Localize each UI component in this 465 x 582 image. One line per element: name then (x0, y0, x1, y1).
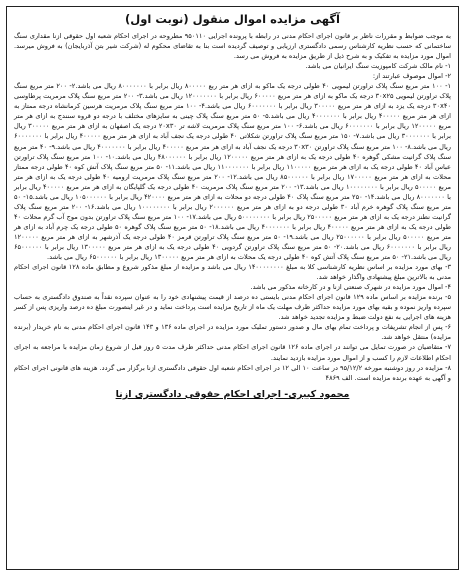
intro-paragraph: به موجب ضوابط و مقررات ناظر بر قانون اجرای احکام مدنی در رابطه با پرونده اجرایی ۹۵۰۱۱۰ مطروحه در اجرای احکام شعبه اول حقوقی ازنا مقداری سنگ ساختمانی که حسب نظریه کارشناس رسمی دادگستری ارزیابی و توصیف گردیده است بنا به تقاضای محکوم له (شرکت شیر بتن آذربایجان) به فروش میرسد. اموال مورد مزایده به تفکیک و به شرح ذیل از طریق مزایده به فروش می رسد. (14, 32, 451, 61)
auction-notice (6, 6, 459, 570)
owner-line: ۱- نام مالک شرکت کامپوزیت سنگ ایرانیان می باشد. (305, 62, 451, 71)
notice-body (14, 31, 451, 383)
clause-7: ۷- متقاضیان در صورت تمایل می توانند در اجرای ماده ۱۲۶ قانون اجرای احکام مدنی حداکثر ظرف مدت ۵ روز قبل از شروع زمان مزایده با مراجعه به اجرای احکام اطلاعات لازم را کسب و از اموال مورد مزایده بازدید نمایند. (14, 343, 451, 362)
items-heading: ۲- اموال موصوف عبارتند از: (372, 72, 451, 81)
clause-8: ۸- مزایده در روز دوشنبه مورخه ۹۵/۱۲/۲ در ساعت ۱۰ الی ۱۲ در اجرای احکام شعبه اول حقوقی دادگستری ازنا برگزار می گردد. هزینه های قانونی اجرای احکام و آگهی به عهده برنده مزایده است. الف ۴۸۶۹ (14, 363, 451, 382)
clause-3: ۳- بهای مورد مزایده بر اساس نظریه کارشناسی کلا به مبلغ ۱۴۰۰۰۰۰۰۰۰ ریال می باشد و مزایده از مبلغ مذکور شروع و مطابق ماده ۱۲۸ قانون اجرای احکام مدنی به بالاترین مبلغ پیشنهادی واگذار خواهد شد. (14, 263, 452, 282)
notice-title: آگهی مزایده اموال منقول (نوبت اول) (125, 12, 340, 26)
clause-5: ۵- برنده مزایده بر اساس ماده ۱۲۹ قانون اجرای احکام مدنی بایستی ده درصد از قیمت پیشنهادی خود را به عنوان سپرده نقداً به صندوق دادگستری به حساب سپرده واریز نموده و بقیه بهای مورد مزایده حداکثر ظرف مهلت یک ماه از تاریخ مزایده است پرداخت نماید و در غیر اینصورت مبلغ ده درصد واریزی پس از کسر هزینه های اجرایی به نفع دولت ضبط و مزایده تجدید خواهد شد. (14, 293, 451, 322)
clause-4: ۴- اموال مورد مزایده در شهرک صنعتی ازنا و در کارخانه مذکور می باشد. (250, 283, 451, 292)
items-list: ۱- ۱۰۰ متر مربع سنگ پلاک تراورتن لیمویی ۴۰ طولی درجه یک ماکو به ازای هر متر ربع ۸۰۰۰۰۰ ریال برابر با ۸۰۰۰۰۰۰۰ ریال می باشد.۲- ۲۰۰ متر مربع سنگ پلاک تراورتن لیمویی ۳۰x۲۵ درجه یک ماکو به ازای هر متر مربع ۶۰۰۰۰۰ ریال برابر با ۱۲۰۰۰۰۰۰۰ ریال می باشد.۳- ۲۰۰ متر مربع سنگ پلاک مرمریت پرطاوسی ۳۰x۴۰ درجه یک یزد به ازای هر متر مربع ۳۰۰۰۰۰ ریال برابر با ۶۰۰۰۰۰۰۰ ریال می باشد.۴- ۱۰۰ متر مربع سنگ پلاک مرمریت هرسین کرمانشاه درجه ممتاز به ازای هر متر مربع ۴۰۰۰۰۰ ریال برابر با ۴۰۰۰۰۰۰۰ ریال می باشد.۵- ۵۰ متر مربع سنگ پلاک چینی به سایزهای مختلف با درجه دو قروه سنندج به ازای هر متر مربع ۱۲۰۰۰۰۰ ریال برابر با ۶۰۰۰۰۰۰۰ ریال می باشد.۶- ۱۰۰ متر مربع سنگ پلاک مرمریت لاشه تر ۲۰x۳۰ درجه یک اصفهان به ازای هر متر مربع ۳۰۰۰۰۰ ریال برابر با ۳۰۰۰۰۰۰۰ ریال می باشد.۷- ۱۵۰ متر مربع سنگ پلاک تراورتن شکلاتی ۴۰ طولی درجه یک نجف آباد به ازای هر متر مربع ۴۰۰۰۰۰ ریال برابر با ۶۰۰۰۰۰۰۰ ریال می باشد.۸- ۱۰۰ متر مربع سنگ پلاک تراورتن ۳۰x۳۰ درجه یک نجف آباد به ازای هر متر مربع ۴۰۰۰۰۰ ریال برابر با ۴۰۰۰۰۰۰۰ ریال می باشد.۹- ۴۰ متر مربع سنگ پلاک گرانیت مشکی گوهره ۴۰ طولی درجه یک به ازای هر متر مربع ۱۲۰۰۰۰۰ ریال برابر با ۴۸۰۰۰۰۰۰ ریال می باشد.۱۰- ۱۰۰ متر مربع سنگ پلاک تراورتن عباس آباد ۴۰ طولی درجه یک به ازای هر متر مربع ۱۱۰۰۰۰۰ ریال برابر با ۱۱۰۰۰۰۰۰۰ ریال می باشد.۱۱- ۵۰ متر مربع سنگ پلاک آتش کوه ۴۰ طولی درجه ممتاز محلات به ازای هر متر مربع ۱۷۰۰۰۰۰ ریال برابر با ۸۵۰۰۰۰۰۰ ریال می باشد.۱۲- ۲۰۰ متر مربع سنگ پلاک مرمریت ارومیه ۴۰ طولی درجه یک به ازای هر متر مربع ۵۰۰۰۰۰ ریال برابر با ۱۰۰۰۰۰۰۰۰ ریال می باشد.۱۳- ۲۰۰ متر مربع سنگ پلاک مرمریت ۴۰ طولی درجه یک گلپایگان به ازای هر متر مربع ۴۰۰۰۰۰ ریال برابر با ۸۰۰۰۰۰۰۰ ریال می باشد.۱۴- ۲۵۰ متر مربع سنگ پلاک ۴۰ طولی درجه دو محلات به ازای هر متر مربع ۴۲۰۰۰۰ ریال برابر با ۱۰۵۰۰۰۰۰۰ ریال می باشد.۱۵- ۵۰ متر مربع سنگ پلاک گوهره خرم آباد ۳۰ طولی درجه دو به ازای هر متر مربع ۲۰۰۰۰۰۰ ریال برابر با ۱۰۰۰۰۰۰۰۰ ریال می باشد.۱۶- ۲۰۰ متر مربع سنگ پلاک گرانیت نطنز درجه یک به ازای هر متر مربع ۲۵۰۰۰۰۰ ریال برابر با ۵۰۰۰۰۰۰۰۰ ریال می باشد.۱۷- ۱۰۰ متر مربع سنگ پلاک تراورتن بدون موج آب گرم محلات ۴۰ طولی درجه یک به ازای هر متر مربع ۴۰۰۰۰۰ ریال برابر با ۴۰۰۰۰۰۰۰ ریال می باشد.۱۸- ۵۰ متر مربع سنگ پلاک گوهره ۵۰ طولی درجه یک چرم آباد به ازای هر متر مربع ۵۰۰۰۰۰ ریال برابر با ۲۵۰۰۰۰۰۰ ریال می باشد.۱۹- ۵۰ متر مربع سنگ پلاک تراورتن قرمز ۴۰ طولی درجه یک آذرشهر به ازای هر متر مربع ۱۲۰۰۰۰۰ ریال برابر با ۶۰۰۰۰۰۰۰ ریال می باشد.۲۰- ۵۰ متر مربع سنگ پلاک تراورتن گردویی ۴۰ طولی درجه یک به ازای هر متر مربع ۱۳۰۰۰۰۰ ریال برابر با ۶۵۰۰۰۰۰۰ ریال می باشد.۲۱- ۵۰ متر مربع سنگ پلاک آتش کوه ۴۰ طولی درجه یک محلات به ازای هر متر مربع ۱۳۰۰۰۰۰ ریال برابر با ۶۵۰۰۰۰۰۰ ریال می باشد. (14, 82, 452, 262)
clause-6: ۶- پس از انجام تشریفات و پرداخت تمام بهای مال و صدور دستور تملیک مورد مزایده در اجرای ماده ۱۳۶ و ۱۴۳ قانون اجرای احکام مدنی به نام خریدار (برنده مزایده) منتقل خواهد شد. (14, 323, 451, 342)
signature-line: محمود کبیری- اجرای احکام حقوقی دادگستری ازنا (115, 388, 350, 400)
